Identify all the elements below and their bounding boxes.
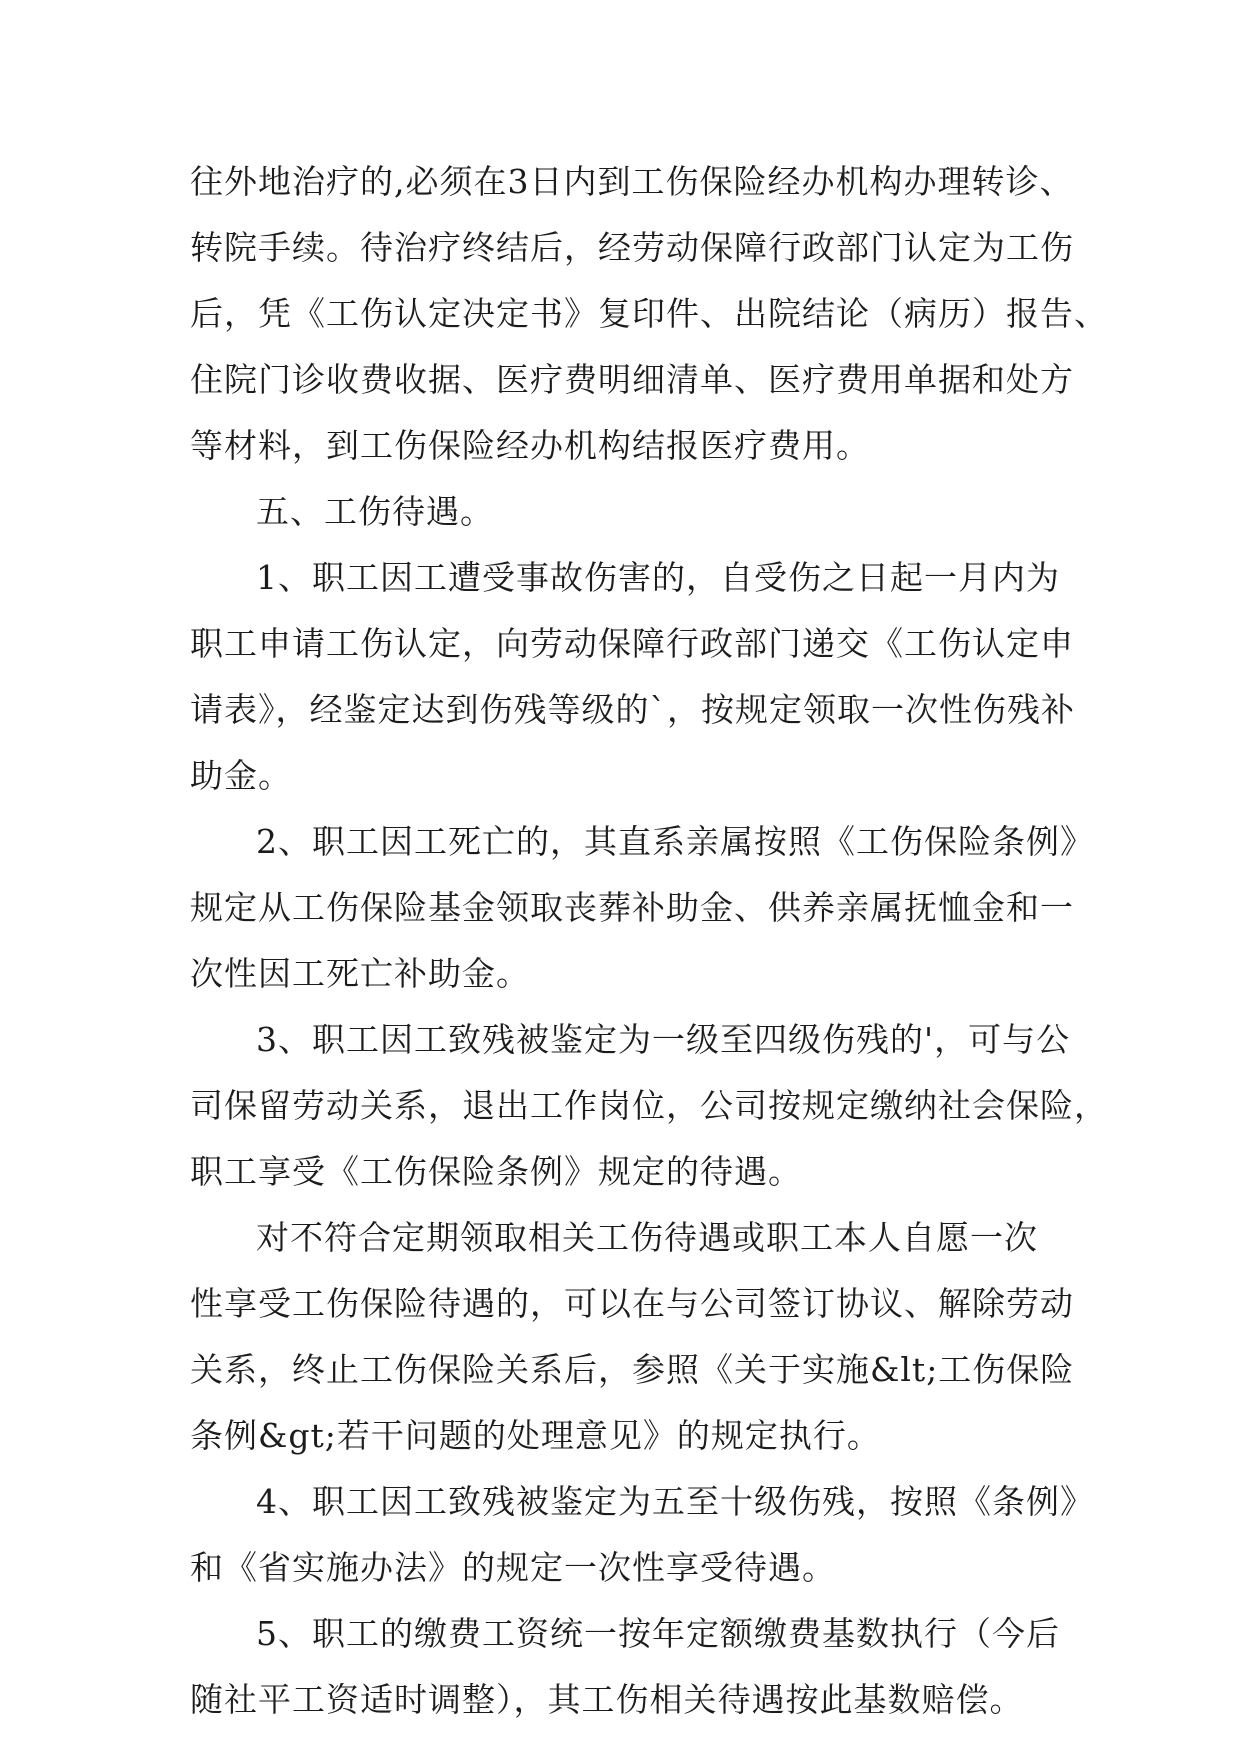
text-line: 规定从工伤保险基金领取丧葬补助金、供养亲属抚恤金和一	[190, 888, 1074, 927]
text-line: 5、职工的缴费工资统一按年定额缴费基数执行（今后	[256, 1614, 1060, 1653]
text-line: 往外地治疗的,必须在3日内到工伤保险经办机构办理转诊、	[190, 162, 1074, 201]
text-line: 等材料，到工伤保险经办机构结报医疗费用。	[190, 426, 870, 465]
text-line: 职工享受《工伤保险条例》规定的待遇。	[190, 1152, 802, 1191]
text-line: 1、职工因工遭受事故伤害的，自受伤之日起一月内为	[256, 558, 1060, 597]
text-line: 4、职工因工致残被鉴定为五至十级伤残，按照《条例》	[256, 1482, 1094, 1521]
text-line: 条例&gt;若干问题的处理意见》的规定执行。	[190, 1416, 881, 1455]
text-line: 和《省实施办法》的规定一次性享受待遇。	[190, 1548, 836, 1587]
text-line: 关系，终止工伤保险关系后，参照《关于实施&lt;工伤保险	[190, 1350, 1075, 1389]
text-line: 职工申请工伤认定，向劳动保障行政部门递交《工伤认定申	[190, 624, 1074, 663]
text-line: 3、职工因工致残被鉴定为一级至四级伤残的'，可与公	[256, 1020, 1071, 1059]
text-line: 助金。	[190, 756, 292, 795]
text-line: 后，凭《工伤认定决定书》复印件、出院结论（病历）报告、	[190, 294, 1108, 333]
text-line: 次性因工死亡补助金。	[190, 954, 530, 993]
text-line: 司保留劳动关系，退出工作岗位，公司按规定缴纳社会保险，	[190, 1086, 1108, 1125]
text-line: 随社平工资适时调整），其工伤相关待遇按此基数赔偿。	[190, 1680, 1024, 1719]
text-line: 请表》，经鉴定达到伤残等级的`，按规定领取一次性伤残补	[190, 690, 1075, 729]
text-line: 转院手续。待治疗终结后，经劳动保障行政部门认定为工伤	[190, 228, 1074, 267]
text-line: 对不符合定期领取相关工伤待遇或职工本人自愿一次	[256, 1218, 1038, 1257]
text-line: 性享受工伤保险待遇的，可以在与公司签订协议、解除劳动	[190, 1284, 1074, 1323]
text-line: 住院门诊收费收据、医疗费明细清单、医疗费用单据和处方	[190, 360, 1074, 399]
text-line: 2、职工因工死亡的，其直系亲属按照《工伤保险条例》	[256, 822, 1094, 861]
section-heading: 五、工伤待遇。	[256, 492, 494, 531]
